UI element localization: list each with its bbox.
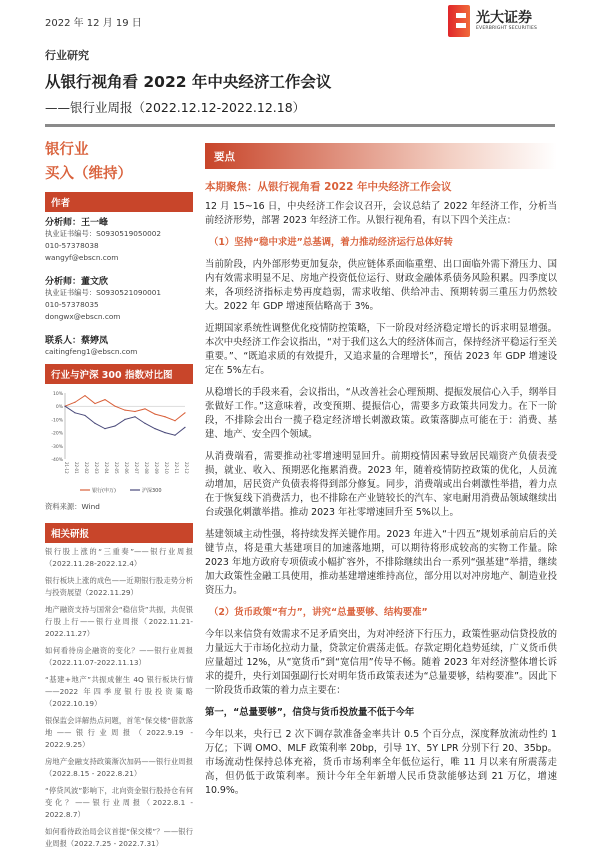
paragraph: 从消费端看，需要推动社零增速明显回升。前期疫情因素导致居民端资产负债表受损，就业、收入、预期恶化拖累消费。2023 年，随着疫情防控政策的优化，人员流动增加，居民资产负债表将得到部分修复。同步，消费端或出台刺激性举措，着力点在于恢复线下消费活力，也不排除在产业链较长的汽车、家电耐用消费品领域继续出台或强化刺激举措。推动 2023 年社零增速回升至 5%以上。 bbox=[205, 451, 557, 518]
data-point bbox=[144, 423, 145, 424]
section-heading: （1）坚持“稳中求进”总基调，着力推动经济运行总体好转 bbox=[209, 237, 453, 248]
data-point bbox=[74, 402, 75, 403]
data-point bbox=[164, 432, 165, 433]
rating: 买入（维持） bbox=[45, 166, 132, 182]
data-point bbox=[64, 406, 65, 407]
x-tick-label: 22-01 bbox=[74, 462, 79, 474]
y-tick-label: -40% bbox=[51, 458, 63, 463]
data-point bbox=[154, 414, 155, 415]
related-report-link[interactable]: 地产融资支持与国常会“稳信贷”共振，共促银行股上行——银行业周报（2022.11.21-2022.11.27） bbox=[45, 605, 193, 638]
x-tick-label: 22-06 bbox=[124, 462, 129, 474]
x-tick-label: 22-10 bbox=[164, 462, 169, 474]
y-tick-label: 0% bbox=[55, 405, 63, 411]
related-heading: 相关研报 bbox=[45, 523, 193, 543]
comparison-chart bbox=[45, 387, 190, 497]
analyst-email[interactable]: wangyf@ebscn.com bbox=[45, 253, 119, 262]
x-tick-label: 22-05 bbox=[114, 462, 119, 474]
report-category: 行业研究 bbox=[45, 49, 89, 62]
data-point bbox=[164, 416, 165, 417]
paragraph: 当前阶段，内外部形势更加复杂，供应链体系面临重塑、出口面临外需下滑压力、国内有效需求明显不足、房地产投资低位运行、财政金融体系债务风险积累。四季度以来，各项经济指标走势再度趋弱，需求收缩、供给冲击、预期转弱三重压力仍然较大。2022 年 GDP 增速预估略高于 3%。 bbox=[205, 259, 557, 312]
legend-label: 沪深300 bbox=[142, 488, 162, 494]
analyst-1 bbox=[45, 215, 193, 264]
x-tick-label: 22-09 bbox=[154, 462, 159, 474]
section-heading: （2）货币政策“有力”，讲究“总量要够、结构要准” bbox=[209, 607, 428, 618]
y-tick-label: 10% bbox=[52, 392, 63, 397]
x-tick-label: 21-12 bbox=[64, 462, 69, 474]
data-point bbox=[174, 420, 175, 421]
chart-heading: 行业与沪深 300 指数对比图 bbox=[45, 364, 193, 384]
related-report-link[interactable]: “停贷风波”影响下，北向资金银行股持仓有何变化？——银行业周报（2022.8.1 - 2022.8.7） bbox=[45, 786, 193, 819]
x-tick-label: 22-03 bbox=[94, 462, 99, 474]
paragraph: 近期国家系统性调整优化疫情防控策略，下一阶段对经济稳定增长的诉求明显增强。本次中央经济工作会议指出，“对于我们这么大的经济体而言，保持经济平稳运行至关重要。”、“既追求质的有效提升，又追求量的合理增长”，预估 2023 年 GDP 增速设定在 5%左右。 bbox=[205, 323, 557, 376]
analyst-2 bbox=[45, 274, 193, 323]
data-point bbox=[154, 428, 155, 429]
report-title: 从银行视角看 2022 年中央经济工作会议 bbox=[45, 73, 332, 91]
data-point bbox=[114, 425, 115, 426]
authors-heading: 作者 bbox=[45, 192, 193, 212]
sidebar bbox=[45, 138, 193, 855]
related-report-link[interactable]: 银行板块上涨的成色——近期银行股走势分析与投资展望（2022.11.29） bbox=[45, 576, 193, 597]
data-point bbox=[144, 408, 145, 409]
analyst-name: 分析师：董文欣 bbox=[45, 277, 109, 287]
x-tick-label: 22-07 bbox=[134, 462, 139, 474]
y-tick-label: -20% bbox=[51, 431, 63, 437]
analyst-cert: 执业证书编号：S0930519050002 bbox=[45, 229, 162, 238]
legend-label: 银行(申万) bbox=[92, 488, 116, 494]
paragraph: 12 月 15~16 日，中央经济工作会议召开，会议总结了 2022 年经济工作，分析当前经济形势，部署 2023 年经济工作。从银行视角看，有以下四个关注点： bbox=[205, 201, 557, 226]
focus-heading: 本期聚焦：从银行视角看 2022 年中央经济工作会议 bbox=[205, 181, 452, 193]
data-point bbox=[124, 419, 125, 420]
report-subtitle: ——银行业周报（2022.12.12-2022.12.18） bbox=[45, 100, 306, 115]
contact-name: 联系人：蔡婷凤 bbox=[45, 336, 109, 346]
data-point bbox=[114, 406, 115, 407]
data-point bbox=[84, 415, 85, 416]
analyst-email[interactable]: dongwx@ebscn.com bbox=[45, 312, 121, 321]
data-point bbox=[104, 428, 105, 429]
company-logo bbox=[448, 4, 558, 38]
y-tick-label: -30% bbox=[51, 444, 63, 450]
data-point bbox=[134, 416, 135, 417]
y-tick-label: -10% bbox=[51, 418, 63, 424]
series-line-0 bbox=[65, 396, 185, 421]
data-point bbox=[74, 412, 75, 413]
data-point bbox=[174, 435, 175, 436]
paragraph: 从稳增长的手段来看，会议指出，“从改善社会心理预期、提振发展信心入手，纲举目张做好工作。”这意味着，改变预期、提振信心，需要多方政策共同发力。在下一阶段，不排除会出台一揽子稳定经济增长刺激政策。政策落脚点可能在于：消费、基建、地产、安全四个领域。 bbox=[205, 387, 557, 440]
logo-mark-icon bbox=[448, 5, 470, 37]
related-report-link[interactable]: 房地产金融支持政策渐次加码——银行业周报（2022.8.15 - 2022.8.21） bbox=[45, 757, 193, 778]
related-report-link[interactable]: 银行股上涨的“三重奏”——银行业周报（2022.11.28-2022.12.4） bbox=[45, 547, 193, 568]
logo-cn: 光大证券 bbox=[476, 10, 532, 26]
report-date: 2022 年 12 月 19 日 bbox=[45, 18, 142, 29]
main-content bbox=[205, 143, 557, 806]
chart-source: 资料来源：Wind bbox=[45, 502, 100, 511]
related-report-link[interactable]: “基建+地产”共振成催生 4Q 银行板块行情——2022 年四季度银行股投资策略（2022.10.19） bbox=[45, 675, 193, 708]
contact-email[interactable]: caitingfeng1@ebscn.com bbox=[45, 347, 138, 356]
logo-en: EVERBRIGHT SECURITIES bbox=[476, 26, 538, 31]
industry: 银行业 bbox=[45, 142, 89, 158]
key-points-banner: 要点 bbox=[205, 143, 557, 169]
data-point bbox=[124, 410, 125, 411]
x-tick-label: 22-02 bbox=[84, 462, 89, 474]
data-point bbox=[94, 423, 95, 424]
paragraph: 今年以来信贷有效需求不足矛盾突出，为对冲经济下行压力，政策性驱动信贷投放的力量远大于市场化拉动力量，贷款定价震荡走低。存款定期化趋势延续，广义货币供应量超过 12%，从“宽货币”到“宽信用”传导不畅。随着 2023 年对经济整体增长诉求的提升，央行刘国强副行长对明年货币政策表述为“总量要够，结构要准”。因此下一阶段货币政策的着力点主要在： bbox=[205, 629, 557, 696]
data-point bbox=[84, 395, 85, 396]
analyst-phone: 010-57378035 bbox=[45, 300, 99, 309]
header-divider bbox=[45, 124, 555, 127]
data-point bbox=[134, 411, 135, 412]
related-report-link[interactable]: 如何看待房企融资的变化？——银行业周报（2022.11.07-2022.11.13） bbox=[45, 646, 193, 667]
related-report-link[interactable]: 如何看待政治局会议首提“保交楼”？——银行业周报（2022.7.25 - 2022.7.31） bbox=[45, 827, 193, 848]
analyst-phone: 010-57378038 bbox=[45, 241, 99, 250]
related-report-link[interactable]: 银保监会详解热点问题，首笔“保交楼”借款落地——银行业周报（2022.9.19 - 2022.9.25） bbox=[45, 716, 193, 749]
analyst-cert: 执业证书编号：S0930521090001 bbox=[45, 288, 162, 297]
x-tick-label: 22-11 bbox=[174, 462, 179, 474]
data-point bbox=[94, 403, 95, 404]
x-tick-label: 22-12 bbox=[184, 462, 189, 474]
paragraph: 基建领域主动性强，将持续发挥关键作用。2023 年进入“十四五”规划承前启后的关键节点，将是重大基建项目的加速落地期，可以期待将形成较高的实物工作量。除 2023 年地方政府专项债或小幅扩容外，不排除继续出台一系列“强基建”举措，继续加大政策性金融工具使用，推动基建增速维持高位，部分用以对冲房地产、制造业投资压力。 bbox=[205, 529, 557, 596]
data-point bbox=[104, 399, 105, 400]
data-point bbox=[184, 412, 185, 413]
x-tick-label: 22-08 bbox=[144, 462, 149, 474]
x-tick-label: 22-04 bbox=[104, 462, 109, 474]
sub-heading: 第一，“总量要够”，信贷与货币投放量不低于今年 bbox=[205, 707, 415, 718]
data-point bbox=[184, 427, 185, 428]
paragraph: 今年以来，央行已 2 次下调存款准备金率共计 0.5 个百分点，深度释放流动性约 1 万亿；下调 OMO、MLF 政策利率 20bp，引导 1Y、5Y LPR 分别下行 20、35bp。市场流动性保持总体充裕，货币市场利率全年低位运行，唯 11 月以来有所震荡走高，但仍低于政策利率。预计今年全年新增人民币贷款能够达到 21 万亿，增速 10.9%。 bbox=[205, 729, 557, 796]
analyst-name: 分析师：王一峰 bbox=[45, 218, 109, 228]
